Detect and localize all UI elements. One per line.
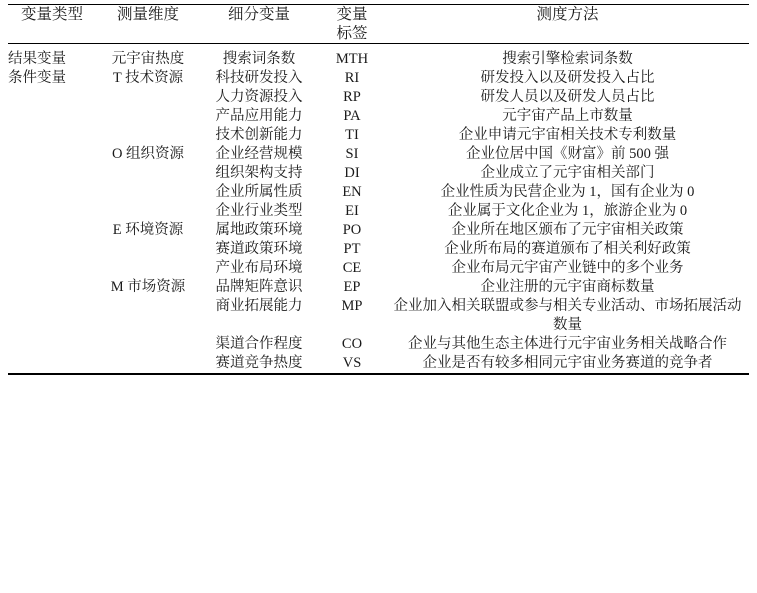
cell-variable-label: CO [341,336,363,352]
table-row [8,183,749,202]
table-row [8,202,749,221]
cell-method: 企业与其他生态主体进行元宇宙业务相关战略合作 [408,336,727,352]
cell-variable-label: VS [342,355,362,371]
cell-variable-type [8,221,96,240]
cell-dimension [96,297,200,335]
cell-variable-type: 条件变量 [8,70,66,86]
cell-method: 企业属于文化企业为 1，旅游企业为 0 [447,203,688,219]
cell-sub-variable: 企业所属性质 [215,184,303,200]
cell-variable-type [8,354,96,374]
cell-variable-type [8,240,96,259]
cell-sub-variable: 渠道合作程度 [215,336,303,352]
table-row [8,221,749,240]
cell-variable-type [8,145,96,164]
cell-sub-variable: 赛道政策环境 [215,241,303,257]
cell-dimension [96,335,200,354]
cell-dimension: O 组织资源 [111,146,185,162]
cell-variable-type [8,259,96,278]
cell-sub-variable: 品牌矩阵意识 [215,279,303,295]
document-page [0,4,757,593]
table-row [8,335,749,354]
variable-definition-table [8,4,749,375]
table-row [8,354,749,374]
header-row [8,5,749,44]
cell-sub-variable: 人力资源投入 [215,89,303,105]
table-body [8,44,749,375]
cell-method: 企业加入相关联盟或参与相关专业活动、市场拓展活动数量 [393,298,742,333]
cell-method: 企业申请元宇宙相关技术专利数量 [458,127,677,143]
cell-sub-variable: 商业拓展能力 [215,298,303,314]
cell-sub-variable: 企业经营规模 [215,146,303,162]
cell-dimension: 元宇宙热度 [111,51,185,67]
cell-sub-variable: 技术创新能力 [215,127,303,143]
cell-variable-label: SI [345,146,359,162]
cell-variable-type [8,202,96,221]
cell-variable-label: RP [343,89,361,105]
cell-variable-type [8,297,96,335]
cell-variable-type [8,278,96,297]
cell-method: 研发投入以及研发投入占比 [480,70,655,86]
table-row [8,88,749,107]
header-variable-type: 变量类型 [20,6,83,23]
cell-variable-label: PA [343,108,361,124]
cell-dimension [96,126,200,145]
cell-dimension: E 环境资源 [112,222,184,238]
cell-variable-type [8,107,96,126]
cell-variable-label: EP [343,279,361,295]
cell-method: 元宇宙产品上市数量 [502,108,633,124]
header-sub-variable: 细分变量 [227,6,290,23]
table-row [8,278,749,297]
cell-variable-type [8,164,96,183]
cell-dimension [96,88,200,107]
cell-sub-variable: 企业行业类型 [215,203,303,219]
cell-variable-type [8,126,96,145]
cell-dimension [96,354,200,374]
cell-dimension: T 技术资源 [112,70,184,86]
table-row [8,69,749,88]
table-row [8,297,749,335]
table-row [8,240,749,259]
header-measurement-method: 测度方法 [536,6,599,23]
cell-method: 企业所布局的赛道颁布了相关利好政策 [444,241,691,257]
cell-variable-label: TI [345,127,359,143]
cell-dimension [96,259,200,278]
table-row [8,126,749,145]
cell-dimension: M 市场资源 [110,279,186,295]
cell-sub-variable: 赛道竞争热度 [215,355,303,371]
header-variable-label-line2: 标签 [336,25,368,42]
cell-method: 企业成立了元宇宙相关部门 [480,165,655,181]
cell-dimension [96,164,200,183]
cell-dimension [96,202,200,221]
table-row [8,107,749,126]
cell-dimension [96,240,200,259]
cell-variable-label: PT [343,241,361,257]
cell-variable-type [8,183,96,202]
cell-sub-variable: 组织架构支持 [215,165,303,181]
cell-variable-type: 结果变量 [8,51,66,67]
cell-variable-label: EN [342,184,362,200]
cell-dimension [96,183,200,202]
header-variable-label [318,5,386,44]
cell-variable-label: CE [342,260,362,276]
cell-variable-type [8,88,96,107]
header-variable-label-line1: 变量 [336,6,368,23]
cell-variable-label: MTH [335,51,369,67]
cell-sub-variable: 属地政策环境 [215,222,303,238]
cell-sub-variable: 科技研发投入 [215,70,303,86]
cell-dimension [96,107,200,126]
cell-method: 研发人员以及研发人员占比 [480,89,655,105]
cell-method: 企业位居中国《财富》前 500 强 [466,146,669,162]
table-row [8,50,749,69]
cell-method: 企业布局元宇宙产业链中的多个业务 [451,260,684,276]
table-row [8,259,749,278]
cell-variable-label: PO [342,222,362,238]
cell-variable-label: RI [344,70,360,86]
cell-variable-label: DI [344,165,360,181]
cell-sub-variable: 搜索词条数 [222,51,296,67]
cell-method: 企业是否有较多相同元宇宙业务赛道的竞争者 [422,355,713,371]
cell-variable-type [8,335,96,354]
cell-method: 搜索引擎检索词条数 [502,51,633,67]
table-row [8,145,749,164]
header-measure-dimension: 测量维度 [116,6,179,23]
cell-variable-label: MP [341,298,363,314]
cell-variable-label: EI [345,203,359,219]
cell-method: 企业注册的元宇宙商标数量 [480,279,655,295]
table-header [8,5,749,44]
cell-method: 企业所在地区颁布了元宇宙相关政策 [451,222,684,238]
cell-sub-variable: 产业布局环境 [215,260,303,276]
table-row [8,164,749,183]
cell-sub-variable: 产品应用能力 [215,108,303,124]
cell-method: 企业性质为民营企业为 1，国有企业为 0 [440,184,695,200]
